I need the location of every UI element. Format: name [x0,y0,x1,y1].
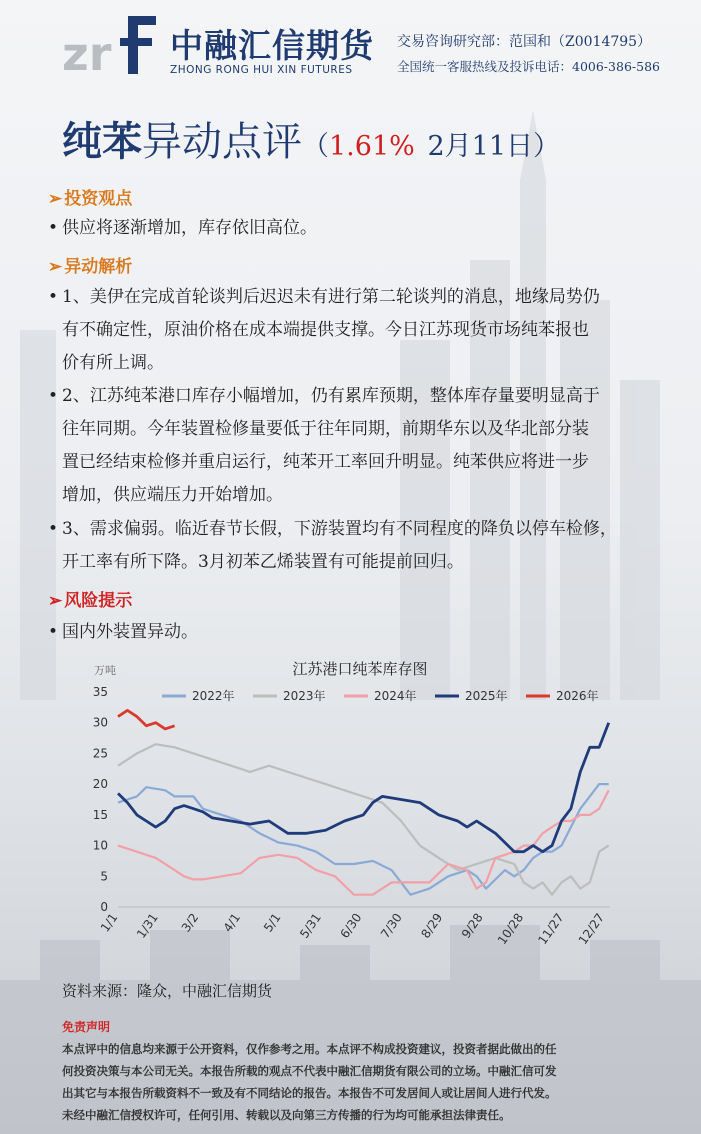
analysis-line: 置已经结束检修并重启运行，纯苯开工率回升明显。纯苯供应将进一步 [62,452,589,472]
y-tick-label: 10 [92,838,108,853]
x-tick-label: 10/28 [494,910,527,948]
svg-text:zr: zr [62,27,112,78]
disclaimer-line: 未经中融汇信授权许可，任何引用、转载以及向第三方传播的行为均可能承担法律责任。 [62,1108,511,1122]
series-line-2025年 [118,723,609,852]
risk-item-text: 国内外装置异动。 [62,622,198,642]
title-date: 2月11日 [427,131,534,162]
y-tick-label: 30 [92,715,108,730]
page-title [62,110,560,167]
bullet-icon: • [48,218,59,238]
y-tick-label: 15 [92,807,108,822]
title-change: 1.61% [329,131,415,162]
arrow-icon: ➢ [48,591,63,611]
y-axis-unit-label: 万吨 [94,664,116,677]
legend-label: 2026年 [556,689,599,703]
x-tick-label: 6/30 [337,910,365,941]
legend-label: 2025年 [465,689,508,703]
hotline-contact: 全国统一客服热线及投诉电话：4006-386-586 [397,59,660,74]
analysis-line: 1、美伊在完成首轮谈判后迟迟未有进行第二轮谈判的消息，地缘局势仍 [62,287,600,307]
legend-label: 2024年 [374,689,417,703]
legend-label: 2023年 [283,689,326,703]
chart-title: 江苏港口纯苯库存图 [292,660,428,678]
analysis-line: 增加，供应端压力开始增加。 [62,485,283,505]
section-analysis-title: 异动解析 [64,257,133,277]
inventory-line-chart [80,652,620,972]
title-headline: 异动点评 [142,119,302,165]
analysis-line: 往年同期。今年装置检修量要低于往年同期，前期华东以及华北部分装 [62,419,589,439]
section-analysis-heading [48,252,132,277]
bullet-icon: • [48,386,59,406]
brand-name-en: ZHONG RONG HUI XIN FUTURES [170,64,353,76]
y-tick-label: 25 [92,746,108,761]
section-risk-title: 风险提示 [64,591,133,611]
x-tick-label: 1/31 [133,910,161,941]
bullet-icon: • [48,519,59,539]
title-close-paren: ） [533,131,561,162]
bullet-icon: • [48,287,59,307]
y-tick-label: 5 [100,869,108,884]
title-open-paren: （ [302,131,329,162]
x-tick-label: 11/27 [535,910,567,948]
company-logo-icon [62,12,158,78]
x-tick-label: 5/1 [261,910,284,935]
analysis-item-3 [48,513,678,579]
analysis-line: 3、需求偏弱。临近春节长假，下游装置均有不同程度的降负以停车检修， [62,519,617,539]
disclaimer-line: 出其它与本报告所载资料不一致及有不同结论的报告。本报告不可发居间人或让居间人进行代发。 [62,1086,557,1100]
legend-label: 2022年 [192,689,235,703]
y-tick-label: 0 [100,900,108,914]
series-line-2026年 [118,710,175,729]
arrow-icon: ➢ [48,189,63,209]
arrow-icon: ➢ [48,257,63,277]
section-risk-heading [48,586,132,611]
section-view-title: 投资观点 [64,189,133,209]
disclaimer-line: 何投资决策与本公司无关。本报告所载的观点不代表中融汇信期货有限公司的立场。中融汇信可发 [62,1064,557,1078]
x-tick-label: 8/29 [418,910,446,941]
disclaimer-body [62,1038,642,1126]
series-line-2024年 [118,790,609,894]
research-contact: 交易咨询研究部：范国和（Z0014795） [397,34,652,50]
x-tick-label: 4/1 [220,910,244,935]
analysis-line: 价有所上调。 [62,353,164,373]
view-item-text: 供应将逐渐增加，库存依旧高位。 [62,218,317,238]
y-tick-label: 20 [92,777,108,792]
data-source: 资料来源：隆众，中融汇信期货 [62,982,273,1000]
view-item [48,212,678,245]
x-tick-label: 12/27 [575,910,608,948]
disclaimer-line: 本点评中的信息均来源于公开资料，仅作参考之用。本点评不构成投资建议，投资者据此做出的任 [62,1042,557,1056]
x-tick-label: 1/1 [97,910,121,935]
x-tick-label: 5/31 [297,910,324,941]
risk-item [48,616,678,649]
analysis-line: 开工率有所下降。3月初苯乙烯装置有可能提前回归。 [62,552,464,572]
analysis-line: 有不确定性，原油价格在成本端提供支撑。今日江苏现货市场纯苯报也 [62,320,589,340]
y-tick-label: 35 [92,685,108,699]
x-tick-label: 9/28 [458,910,486,941]
section-view-heading [48,184,132,209]
x-tick-label: 7/30 [377,910,405,941]
analysis-item-1 [48,281,678,380]
series-line-2023年 [118,744,609,895]
analysis-line: 2、江苏纯苯港口库存小幅增加，仍有累库预期，整体库存量要明显高于 [62,386,600,406]
title-product: 纯苯 [62,119,142,165]
x-tick-label: 3/2 [178,910,202,935]
analysis-item-2 [48,380,678,512]
brand-name-cn: 中融汇信期货 [170,26,374,65]
bullet-icon: • [48,622,59,642]
disclaimer-title: 免责声明 [62,1020,111,1034]
